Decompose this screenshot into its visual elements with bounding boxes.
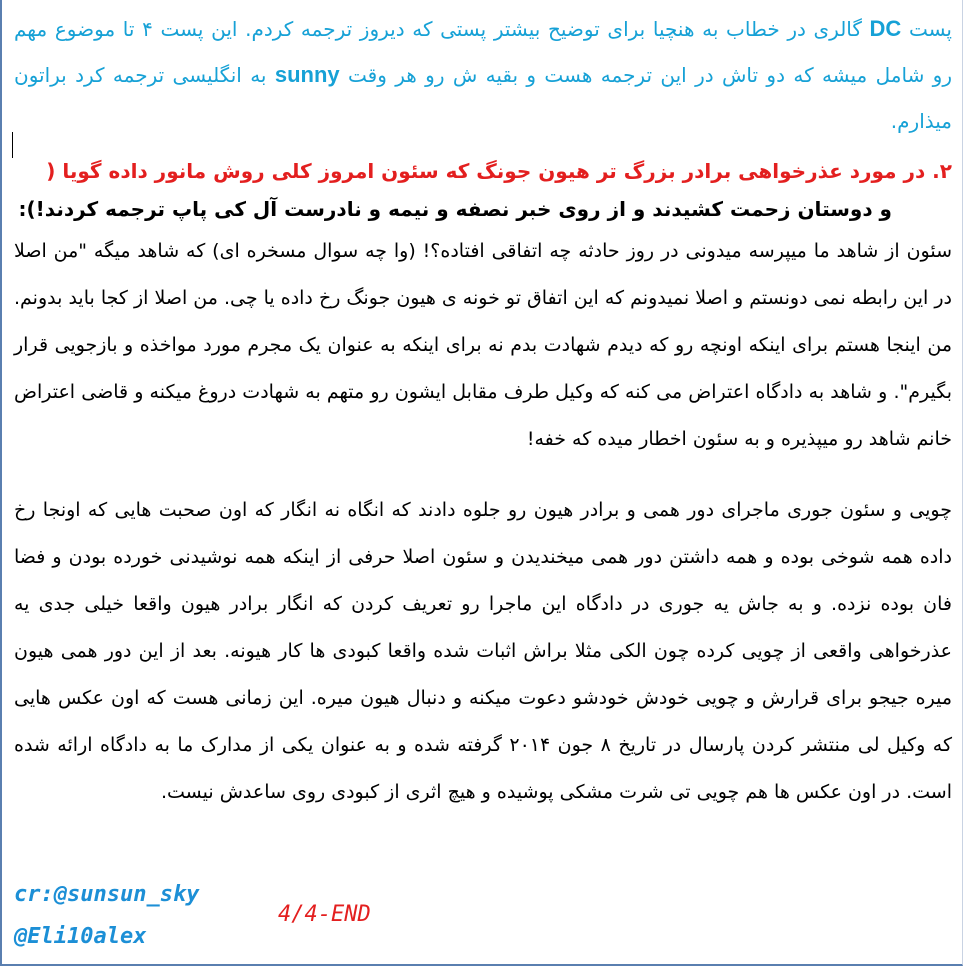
intro-text-2: گالری در خطاب به هنچیا برای توضیح بیشتر پستی که دیروز ترجمه کردم. این پست ۴ تا موضوع مهم رو شامل میشه که دو تاش در این ترجمه هست و بقیه ش رو هر وقت (14, 17, 952, 87)
end-mark: 4/4-END (278, 902, 371, 927)
intro-dc: DC (869, 16, 902, 41)
credit-source: @Eli10alex (14, 924, 147, 949)
intro-note (14, 6, 952, 144)
intro-text-1: پست (901, 17, 952, 41)
section-heading-red: ۲. در مورد عذرخواهی برادر بزرگ تر هیون جونگ که سئون امروز کلی روش مانور داده گویا ( (46, 159, 952, 183)
paragraph-1: سئون از شاهد ما میپرسه میدونی در روز حادثه چه اتفاقی افتاده؟! (وا چه سوال مسخره ای) که شاهد میگه "من اصلا در این رابطه نمی دونستم و اصلا نمیدونم که این اتفاق تو خونه ی هیون جونگ رخ داده یا چی. من اصلا از کجا باید بدونم. من اینجا هستم برای اینکه اونچه رو که دیدم شهادت بدم نه برای اینکه به عنوان یک مجرم مورد مواخذه و بازجویی قرار بگیرم". و شاهد به دادگاه اعتراض می کنه که وکیل طرف مقابل ایشون رو متهم به شهادت دروغ میکنه و قاضی اعتراض خانم شاهد رو میپذیره و به سئون اخطار میده که خفه! (14, 240, 952, 450)
section-heading-black: و دوستان زحمت کشیدند و از روی خبر نصفه و نیمه و نادرست آل کی پاپ ترجمه کردند!): (18, 197, 892, 221)
intro-text-3: به انگلیسی ترجمه کرد براتون میذارم. (14, 63, 952, 133)
credit-translator: cr:@sunsun_sky (14, 882, 200, 907)
document-body (14, 0, 952, 816)
text-cursor (12, 132, 13, 158)
paragraph-2: چویی و سئون جوری ماجرای دور همی و برادر هیون رو جلوه دادند که انگاه نه انگار که اون صحبت هایی که اونجا رخ داده همه شوخی بوده و همه داشتن دور همی میخندیدن و سئون اصلا حرفی از اینکه همه نوشیدنی خورده بودن و فضا فان بوده نزده. و به جاش یه جوری در دادگاه این ماجرا رو تعریف کردن که انگار برادر هیون واقعا خیلی جدی یه عذرخواهی واقعی از چویی کرده چون الکی مثلا براش اثبات شده واقعا کبودی ها کار هیونه. بعد از این دور همی هیون میره جیجو برای قرارش و چویی خودش خودشو دعوت میکنه و دنبال هیون میره. این زمانی هست که اون عکس هایی که وکیل لی منتشر کردن پارسال در تاریخ ۸ جون ۲۰۱۴ گرفته شده و به عنوان یکی از مدارک ما به دادگاه ارائه شده است. در اون عکس ها هم چویی تی شرت مشکی پوشیده و هیچ اثری از کبودی روی ساعدش نیست. (14, 499, 953, 803)
section-heading (14, 152, 952, 228)
intro-sunny: sunny (274, 62, 340, 87)
